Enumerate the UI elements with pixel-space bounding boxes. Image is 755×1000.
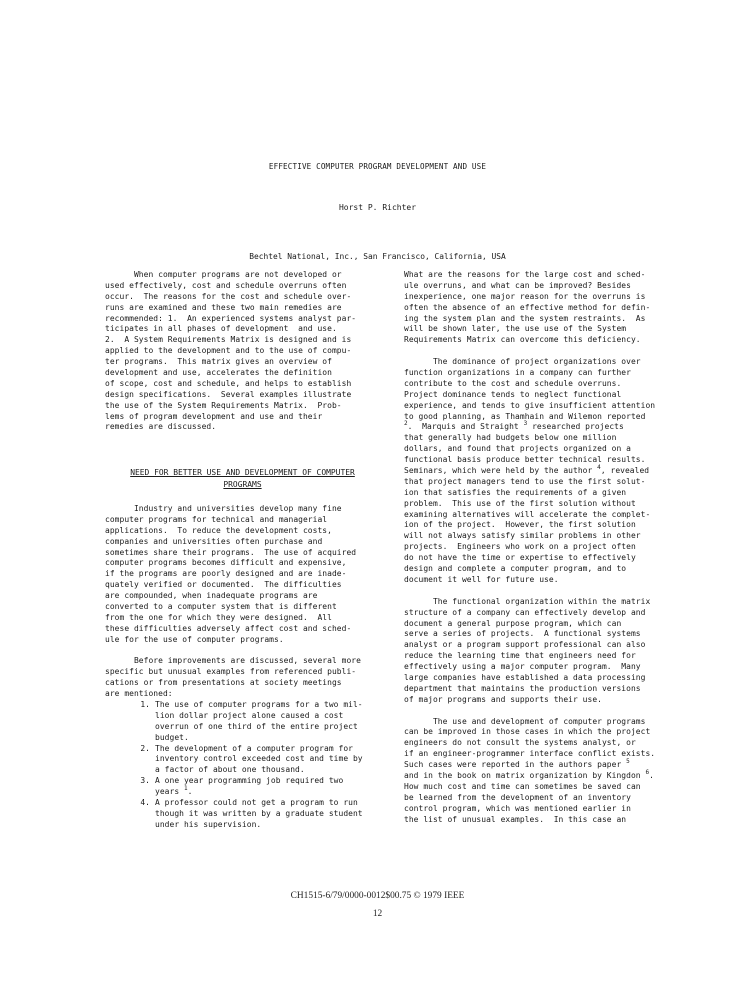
list-item-line: 1. The use of computer programs for a two mil- [105, 700, 385, 711]
text-line: converted to a computer system that is different [105, 602, 337, 612]
text-line: companies and universities often purchase and [105, 536, 323, 546]
list-item-line: though it was written by a graduate student [155, 808, 363, 818]
text-line: often the absence of an effective method for defin- [404, 302, 651, 312]
list-item-line: inventory control exceeded cost and time by [155, 754, 363, 764]
text-line: lems of program development and use and their [105, 411, 323, 421]
list-item-number: 3. [140, 776, 150, 786]
left-column [105, 270, 385, 433]
reference-marker: 4 [597, 464, 601, 472]
reasons-paragraph [404, 270, 684, 346]
text-line: runs are examined and these two main remedies are [105, 302, 342, 312]
text-line: problem. This use of the first solution without [404, 498, 636, 508]
text-line: are compounded, when inadequate programs are [105, 591, 318, 601]
text-line: projects. Engineers who work on a project often [404, 542, 636, 552]
text-line: engineers do not consult the systems analyst, or [404, 738, 636, 748]
dominance-paragraph [404, 357, 684, 586]
section-heading-line2: PROGRAMS [223, 479, 262, 489]
text-line: if an engineer-programmer interface conflict exists. [404, 749, 656, 759]
list-item-line: 3. A one year programming job required two [105, 776, 385, 787]
text-line: ticipates in all phases of development and use. [105, 324, 337, 334]
text-line: examining alternatives will accelerate the complet- [404, 509, 651, 519]
list-item-line: a factor of about one thousand. [155, 765, 305, 775]
examples-list [105, 700, 385, 831]
text-line: Before improvements are discussed, several more [105, 656, 361, 666]
text-line: be learned from the development of an inventory [404, 792, 631, 802]
text-line: cations or from presentations at society meetings [105, 678, 342, 688]
abstract [105, 270, 385, 433]
text-line: applied to the development and to the use of compu- [105, 346, 352, 356]
intro-paragraph [105, 504, 385, 646]
ref-line: Such cases were reported in the authors paper $^5$ [404, 758, 630, 770]
list-item-line: years $^1$. [155, 785, 193, 797]
ref-line: $^2$. Marquis and Straight $^3$ researched projects [404, 420, 624, 432]
text-line: The functional organization within the matrix [404, 596, 651, 606]
list-item-line: overrun of one third of the entire project [155, 721, 358, 731]
text-line: 2. A System Requirements Matrix is designed and is [105, 335, 352, 345]
text-line: specific but unusual examples from referenced publi- [105, 667, 357, 677]
reference-marker: 1 [184, 785, 188, 793]
text-line: contribute to the cost and schedule overruns. [404, 378, 622, 388]
list-item-number: 4. [140, 798, 150, 808]
copyright-footer: CH1515-6/79/0000-0012$00.75 © 1979 IEEE [290, 891, 465, 901]
text-line: What are the reasons for the large cost and sched- [404, 270, 646, 279]
list-item-line: 2. The development of a computer program for [105, 744, 385, 755]
text-line: the list of unusual examples. In this case an [404, 814, 627, 824]
text-line: computer programs becomes difficult and expensive, [105, 558, 347, 568]
text-line: large companies have established a data processing [404, 672, 646, 682]
text-line: that generally had budgets below one million [404, 433, 617, 443]
text-line: ter programs. This matrix gives an overview of [105, 357, 332, 367]
reference-marker: 6 [645, 768, 650, 776]
text-line: development and use, accelerates the definition [105, 368, 332, 378]
text-line: these difficulties adversely affect cost and sched- [105, 623, 352, 633]
list-item-line: budget. [155, 732, 189, 742]
text-line: serve a series of projects. A functional systems [404, 629, 641, 639]
text-line: ion of the project. However, the first solution [404, 520, 636, 530]
text-line: applications. To reduce the development costs, [105, 525, 332, 535]
text-line: from the one for which they were designed. All [105, 612, 332, 622]
text-line: design and complete a computer program, and to [404, 564, 627, 574]
section-heading-line1: NEED FOR BETTER USE AND DEVELOPMENT OF COMPUTER [130, 468, 355, 477]
text-line: functional basis produce better technical results. [404, 455, 646, 465]
text-line: do not have the time or expertise to effectively [404, 553, 636, 563]
text-line: to good planning, as Thamhain and Wilemon reported [404, 411, 646, 421]
text-line: are mentioned: [105, 689, 173, 699]
reference-marker: 3 [523, 420, 528, 428]
text-line: How much cost and time can sometimes be saved can [404, 781, 641, 791]
text-line: ion that satisfies the requirements of a given [404, 487, 627, 497]
author-name: Horst P. Richter [338, 203, 417, 212]
text-line: Industry and universities develop many fine [105, 504, 342, 513]
text-line: The use and development of computer programs [404, 716, 646, 726]
author-affiliation: Bechtel National, Inc., San Francisco, California, USA [249, 252, 506, 261]
list-item-number: 1. [140, 700, 150, 710]
text-line: experience, and tends to give insufficient attention [404, 400, 656, 410]
text-line: department that maintains the production versions [404, 683, 641, 693]
text-line: ing the system plan and the system restraints. As [404, 313, 646, 323]
list-item-line: under his supervision. [155, 819, 262, 829]
text-line: reduce the learning time that engineers need for [404, 651, 636, 661]
ref-line: and in the book on matrix organization by Kingdon $^6$. [404, 768, 654, 780]
reference-marker: 5 [626, 758, 630, 766]
improvement-paragraph [404, 717, 684, 826]
text-line: sometimes share their programs. The use of acquired [105, 547, 357, 557]
list-item-line: lion dollar project alone caused a cost [155, 710, 344, 720]
section-heading [105, 467, 380, 490]
reference-marker: 2 [404, 420, 408, 428]
left-column-body [105, 504, 385, 831]
text-line: ule for the use of computer programs. [105, 634, 284, 644]
text-line: dollars, and found that projects organized on a [404, 444, 631, 454]
list-item-number: 2. [140, 743, 150, 753]
text-line: computer programs for technical and managerial [105, 514, 328, 524]
text-line: occur. The reasons for the cost and schedule over- [105, 291, 352, 301]
paper-title: EFFECTIVE COMPUTER PROGRAM DEVELOPMENT AND USE [268, 162, 487, 171]
right-column [404, 270, 684, 825]
text-line: The dominance of project organizations over [404, 357, 641, 367]
page-number: 12 [372, 909, 383, 919]
text-line: will be shown later, the use use of the System [404, 324, 627, 334]
text-line: document it well for future use. [404, 574, 559, 584]
text-line: function organizations in a company can further [404, 368, 631, 378]
text-line: used effectively, cost and schedule overruns often [105, 280, 347, 290]
text-line: of major programs and supports their use. [404, 694, 602, 704]
text-line: control program, which was mentioned earlier in [404, 803, 631, 813]
functional-organization-paragraph [404, 597, 684, 706]
text-line: inexperience, one major reason for the overruns is [404, 291, 646, 301]
text-line: effectively using a major computer program. Many [404, 662, 641, 672]
text-line: structure of a company can effectively develop and [404, 607, 646, 617]
text-line: remedies are discussed. [105, 422, 217, 432]
text-line: that project managers tend to use the first solut- [404, 476, 646, 486]
text-line: analyst or a program support professional can also [404, 640, 646, 650]
text-line: quately verified or documented. The difficulties [105, 580, 342, 590]
text-line: ule overruns, and what can be improved? Besides [404, 280, 631, 290]
text-line: document a general purpose program, which can [404, 618, 622, 628]
examples-intro-paragraph [105, 656, 385, 700]
text-line: will not always satisfy similar problems in other [404, 531, 641, 541]
text-line: design specifications. Several examples illustrate [105, 389, 352, 399]
text-line: recommended: 1. An experienced systems analyst par- [105, 313, 357, 323]
text-line: When computer programs are not developed or [105, 270, 342, 279]
text-line: can be improved in those cases in which the project [404, 727, 651, 737]
text-line: Project dominance tends to neglect functional [404, 389, 622, 399]
list-item-line: 4. A professor could not get a program to run [105, 798, 385, 809]
text-line: of scope, cost and schedule, and helps to establish [105, 378, 352, 388]
text-line: the use of the System Requirements Matrix. Prob- [105, 400, 342, 410]
text-line: if the programs are poorly designed and are inade- [105, 569, 347, 579]
text-line: Requirements Matrix can overcome this deficiency. [404, 335, 641, 345]
ref-line: Seminars, which were held by the author $^4$, revealed [404, 464, 650, 476]
